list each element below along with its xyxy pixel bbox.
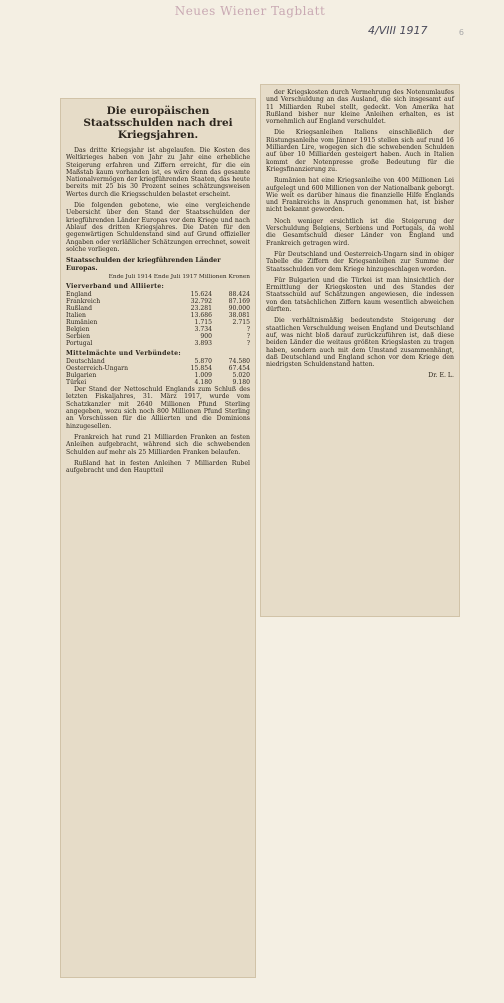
paragraph: Rußland hat in festen Anleihen 7 Milliarden Rubel aufgebracht und den Hauptteil xyxy=(66,459,250,475)
table-group-heading: Mittelmächte und Verbündete: xyxy=(66,350,181,358)
table-cell-value: 87.169 xyxy=(228,298,250,306)
table-cell-value: 5.870 xyxy=(194,358,212,366)
table-cell-value: 74.580 xyxy=(228,358,250,366)
table-cell-country: Italien xyxy=(66,312,86,320)
table-group-heading: Vierverband und Alliierte: xyxy=(66,283,165,291)
table-cell-country: Rußland xyxy=(66,305,92,313)
paragraph: Noch weniger ersichtlich ist die Steigerung der Verschuldung Belgiens, Serbiens und Portugals, da wohl die Gesamtschuld dieser Länder von England und Frankreich getragen wird. xyxy=(266,217,454,247)
table-cell-value: ? xyxy=(246,326,250,334)
paragraph: Für Deutschland und Oesterreich-Ungarn sind in obiger Tabelle die Ziffern der Kriegsanleihen zur Summe der Staatsschulden vor dem Kriege hinzugeschlagen worden. xyxy=(266,250,454,273)
paragraph: Der Stand der Nettoschuld Englands zum Schluß des letzten Fiskaljahres, 31. März 1917, wurde vom Schatzkanzler mit 2640 Millionen Pfund Sterling angegeben, wozu sich noch 800 Millionen Pfund Sterling an Vorschüssen für die Alliierten und die Dominions hinzugesellen. xyxy=(66,386,250,430)
debt-table xyxy=(66,257,250,386)
table-cell-value: ? xyxy=(246,333,250,341)
table-cell-country: Frankreich xyxy=(66,298,101,306)
table-cell-country: Oesterreich-Ungarn xyxy=(66,365,128,373)
table-cell-country: Belgien xyxy=(66,326,90,334)
author-signature: Dr. E. L. xyxy=(428,372,454,380)
table-cell-value: 88.424 xyxy=(228,291,250,299)
table-cell-country: England xyxy=(66,291,92,299)
table-row xyxy=(66,358,250,365)
table-cell-value: 38.081 xyxy=(228,312,250,320)
table-cell-value: 13.686 xyxy=(190,312,212,320)
table-row xyxy=(66,379,250,386)
paragraph: Rumänien hat eine Kriegsanleihe von 400 Millionen Lei aufgelegt und 600 Millionen von der Nationalbank geborgt. Wie weit es darüber hinaus die finanzielle Hilfe Englands und Frankreichs in Anspruch genommen hat, ist bisher nicht bekannt geworden. xyxy=(266,177,454,214)
table-title: Staatsschulden der kriegführenden Länder Europas. xyxy=(66,256,221,272)
article-column-right xyxy=(260,84,460,617)
paragraph: Die folgenden gebotene, wie eine vergleichende Uebersicht über den Stand der Staatsschulden der kriegführenden Länder Europas vor dem Kriege und nach Ablauf des dritten Kriegsjahres. Die Daten für den gegenwärtigen Schuldenstand sind auf Grund offizieller Angaben oder verläßlicher Schätzungen errechnet, soweit solche vorliegen. xyxy=(66,202,250,253)
table-cell-value: 15.854 xyxy=(190,365,212,373)
table-cell-value: 1.715 xyxy=(194,319,212,327)
table-row xyxy=(66,312,250,319)
paragraph: Die Kriegsanleihen Italiens einschließlich der Rüstungsanleihe vom Jänner 1915 stellen sich auf rund 16 Milliarden Lire, wogegen sich die schwebenden Schulden auf über 10 Milliarden gesteigert haben. Auch in Italien kommt der Notenpresse große Bedeutung für die Kriegsfinanzierung zu. xyxy=(266,129,454,173)
paragraph: der Kriegskosten durch Vermehrung des Notenumlaufes und Verschuldung an das Ausland, die sich insgesamt auf 11 Milliarden Rubel stellt, gedeckt. Von Amerika hat Rußland bisher nur kleine Anleihen erhalten, es ist vornehmlich auf England verschuldet. xyxy=(266,89,454,126)
table-cell-value: 900 xyxy=(200,333,212,341)
table-header: Ende Juli 1914 Ende Juli 1917 Millionen Kronen xyxy=(108,274,250,281)
paragraph: Frankreich hat rund 21 Milliarden Franken an festen Anleihen aufgebracht, während sich die schwebenden Schulden auf mehr als 25 Milliarden Franken belaufen. xyxy=(66,433,250,456)
table-cell-country: Türkei xyxy=(66,379,87,387)
table-cell-country: Rumänien xyxy=(66,319,98,327)
article-title: Die europäischen Staatsschulden nach drei Kriegsjahren. xyxy=(83,105,233,141)
table-cell-country: Portugal xyxy=(66,340,93,348)
table-cell-value: 3.734 xyxy=(194,326,212,334)
article-column-left xyxy=(60,98,256,978)
table-row xyxy=(66,372,250,379)
table-cell-value: 15.624 xyxy=(190,291,212,299)
table-cell-country: Serbien xyxy=(66,333,91,341)
paragraph: Für Bulgarien und die Türkei ist man hinsichtlich der Ermittlung der Kriegskosten und des Standes der Staatsschuld auf Schätzungen angewiesen, die indessen von den tatsächlichen Ziffern kaum wesentlich abweichen dürften. xyxy=(266,276,454,314)
page-number: 6 xyxy=(458,28,464,37)
table-cell-country: Deutschland xyxy=(66,358,105,366)
paragraph: Die verhältnismäßig bedeutendste Steigerung der staatlichen Verschuldung weisen England und Deutschland auf, was nicht bloß darauf zurückzuführen ist, daß diese beiden Länder die weitaus größten Kriegslasten zu tragen haben, sondern auch mit dem Umstand zusammenhängt, daß Deutschland und England schon vor dem Kriege den niedrigsten Schuldenstand hatten. xyxy=(266,317,454,369)
table-cell-value: 5.020 xyxy=(232,372,250,380)
table-row xyxy=(66,305,250,312)
table-row xyxy=(66,291,250,298)
table-row xyxy=(66,333,250,340)
table-cell-value: 67.454 xyxy=(228,365,250,373)
table-cell-country: Bulgarien xyxy=(66,372,97,380)
table-cell-value: ? xyxy=(246,340,250,348)
table-row xyxy=(66,340,250,347)
table-cell-value: 4.180 xyxy=(194,379,212,387)
table-row xyxy=(66,365,250,372)
table-cell-value: 1.009 xyxy=(194,372,212,380)
table-cell-value: 32.792 xyxy=(190,298,212,306)
table-cell-value: 2.715 xyxy=(232,319,250,327)
table-cell-value: 90.000 xyxy=(228,305,250,313)
table-row xyxy=(66,298,250,305)
paragraph: Das dritte Kriegsjahr ist abgelaufen. Die Kosten des Weltkrieges haben von Jahr zu Jahr eine erhebliche Steigerung erfahren und Ziffern erreicht, für die ein Maßstab kaum vorhanden ist, es wäre denn das gesamte Nationalvermögen der kriegführenden Staaten, das heute bereits mit 25 bis 30 Prozent seines schätzungsweisen Wertes durch die Kriegsschulden belastet erscheint. xyxy=(66,147,250,198)
table-cell-value: 23.281 xyxy=(190,305,212,313)
masthead-stamp: Neues Wiener Tagblatt xyxy=(174,4,326,18)
table-cell-value: 3.893 xyxy=(194,340,212,348)
table-row xyxy=(66,319,250,326)
handwritten-date: 4/VIII 1917 xyxy=(368,24,428,37)
table-cell-value: 9.180 xyxy=(232,379,250,387)
table-row xyxy=(66,326,250,333)
